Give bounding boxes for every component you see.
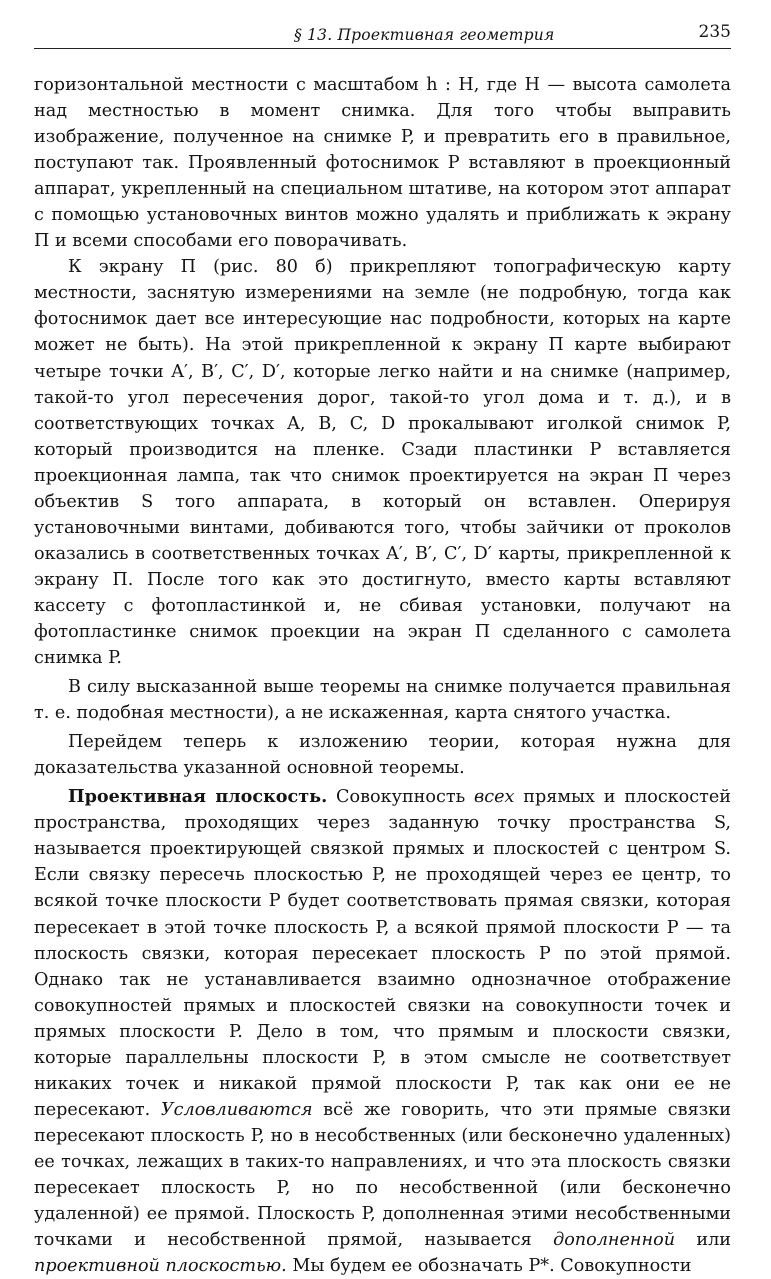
paragraph-1: горизонтальной местности с масштабом h : H, где H — высота самолета над местностью в момент снимка. Для того чтобы выправить изображение, полученное на снимке P, и превратить его в правильное, поступают так. Проявленный фотоснимок P вставляют в проекционный аппарат, укрепленный на специальном штативе, на котором этот аппарат с помощью установочных винтов можно удалять и приближать к экрану Π и всеми способами его поворачивать. [34,75,731,252]
section-text-2: прямых и плоскостей пространства, проходящих через заданную точку пространства S, называется проектирующей связкой прямых и плоскостей с центром S. Если связку пересечь плоскостью P, не проходящей через ее центр, то всякой точке плоскости P будет соответствовать прямая связки, которая пересекает в этой точке плоскость P, а всякой прямой плоскости P — та плоскость связки, которая пересекает плоскость P по этой прямой. Однако так не устанавливается взаимно однозначное отображение совокупностей прямых и плоскостей связки на совокупности точек и прямых плоскости P. Дело в том, что прямым и плоскости связки, которые параллельны плоскости P, в этом смысле не соответствует никаких точек и никакой прямой плоскости P, так как они ее не пересекают. [34,787,732,1120]
section-emphasis-3: дополненной [553,1230,676,1251]
page-header [34,18,731,49]
section-text-4: или [696,1230,732,1251]
body-text [34,72,731,1279]
section-text-1: Совокупность [336,787,466,808]
section-paragraph [34,784,731,1279]
section-text-3: всё же говорить, что эти прямые связки пересекают плоскость P, но в несобственных (или бесконечно удаленных) ее точках, лежащих в таких-то направлениях, и что эта плоскость связки пересекает плоскость P, но по несобственной (или бесконечно удаленной) ее прямой. Плоскость P, дополненная этими несобственными точками и несобственной прямой, называется [34,1099,731,1251]
paragraph-2: К экрану Π (рис. 80 б) прикрепляют топографическую карту местности, заснятую измерениями на земле (не подробную, тогда как фотоснимок дает все интересующие нас подробности, которых на карте может не быть). На этой прикрепленной к экрану Π карте выбирают четыре точки A′, B′, C′, D′, которые легко найти и на снимке (например, такой-то угол пересечения дорог, такой-то угол дома и т. д.), и в соответствующих точках A, B, C, D прокалывают иголкой снимок P, который производится на пленке. Сзади пластинки P вставляется проекционная лампа, так что снимок проектируется на экран Π через объектив S того аппарата, в который он вставлен. Оперируя установочными винтами, добиваются того, чтобы зайчики от проколов оказались в соответственных точках A′, B′, C′, D′ карты, прикрепленной к экрану Π. После того как это достигнуто, вместо карты вставляют кассету с фотопластинкой и, не сбивая установки, получают на фотопластинке снимок проекции на экран Π сделанного с самолета снимка P. [34,257,731,669]
running-title: § 13. Проективная геометрия [294,26,555,44]
paragraph-3: В силу высказанной выше теоремы на снимке получается правильная т. е. подобная местности), а не искаженная, карта снятого участка. [34,677,731,724]
section-heading: Проективная плоскость. [68,786,328,808]
paragraph-4: Перейдем теперь к изложению теории, которая нужна для доказательства указанной основной теоремы. [34,732,731,779]
section-emphasis-1: всех [474,787,515,808]
section-emphasis-4: проективной плоскостью. [34,1256,287,1277]
page-number: 235 [698,22,731,42]
section-emphasis-2: Условливаются [160,1099,313,1120]
section-text-5: Мы будем ее обозначать P*. Совокупности [292,1256,692,1277]
